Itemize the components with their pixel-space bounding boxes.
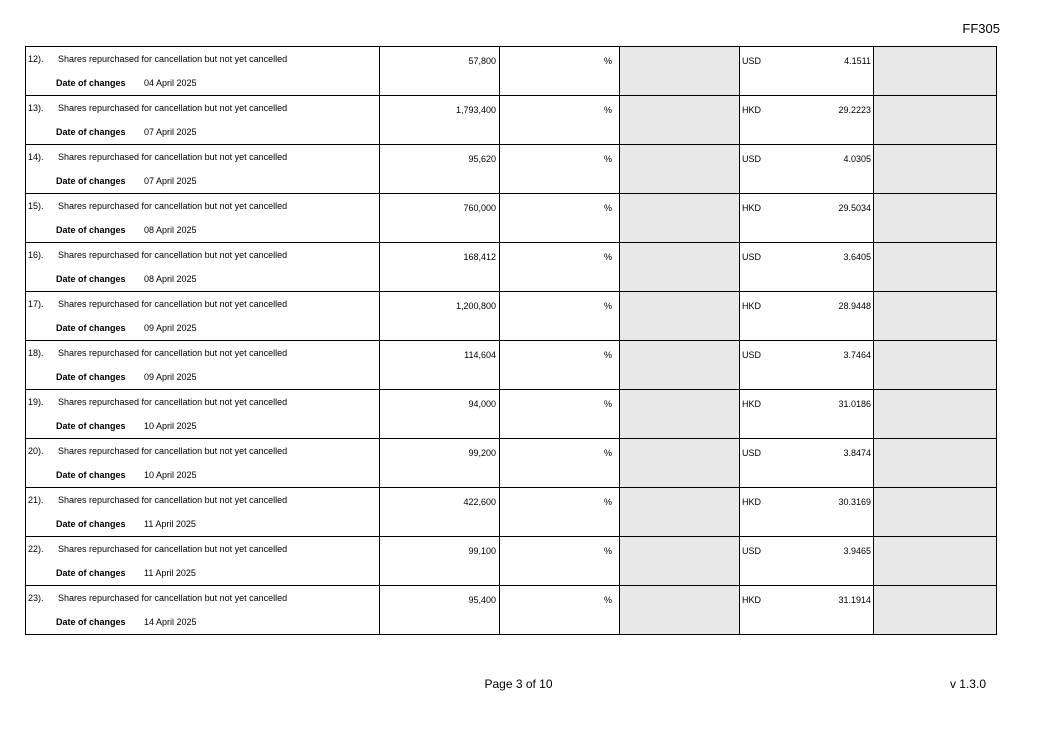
shaded-cell xyxy=(874,194,997,243)
percentage-cell xyxy=(500,537,620,586)
share-count: 95,400 xyxy=(468,595,496,605)
shaded-cell xyxy=(620,145,740,194)
percent-sign: % xyxy=(603,497,612,507)
share-count: 168,412 xyxy=(463,252,496,262)
share-count: 1,200,800 xyxy=(455,301,496,311)
share-count-cell xyxy=(380,439,500,488)
shaded-cell xyxy=(874,586,997,635)
shaded-cell xyxy=(874,341,997,390)
row-description: Shares repurchased for cancellation but not yet cancelled xyxy=(58,201,288,211)
description-cell xyxy=(26,341,380,390)
share-count-cell xyxy=(380,47,500,96)
share-count-cell xyxy=(380,145,500,194)
percent-sign: % xyxy=(603,448,612,458)
price-cell xyxy=(740,488,874,537)
row-description: Shares repurchased for cancellation but not yet cancelled xyxy=(58,544,288,554)
date-of-changes-label: Date of changes xyxy=(56,323,126,333)
price-cell xyxy=(740,292,874,341)
shaded-cell xyxy=(620,292,740,341)
price-cell xyxy=(740,537,874,586)
row-number: 20). xyxy=(28,446,44,456)
price-cell xyxy=(740,194,874,243)
date-of-changes-label: Date of changes xyxy=(56,617,126,627)
shaded-cell xyxy=(874,439,997,488)
shaded-cell xyxy=(874,145,997,194)
row-number: 23). xyxy=(28,593,44,603)
price-value: 3.8474 xyxy=(843,448,871,458)
currency-code: HKD xyxy=(742,301,762,311)
price-value: 28.9448 xyxy=(838,301,871,311)
row-number: 15). xyxy=(28,201,44,211)
price-value: 4.0305 xyxy=(843,154,871,164)
shaded-cell xyxy=(874,292,997,341)
row-description: Shares repurchased for cancellation but not yet cancelled xyxy=(58,348,288,358)
currency-code: USD xyxy=(742,350,762,360)
percent-sign: % xyxy=(603,154,612,164)
table-row xyxy=(26,439,997,488)
shaded-cell xyxy=(874,488,997,537)
date-of-changes-value: 08 April 2025 xyxy=(144,225,197,235)
date-of-changes-value: 11 April 2025 xyxy=(144,519,196,529)
description-cell xyxy=(26,243,380,292)
currency-code: USD xyxy=(742,154,762,164)
date-of-changes-value: 14 April 2025 xyxy=(144,617,197,627)
currency-code: HKD xyxy=(742,497,762,507)
description-cell xyxy=(26,586,380,635)
table-row xyxy=(26,537,997,586)
description-cell xyxy=(26,96,380,145)
price-value: 3.7464 xyxy=(843,350,871,360)
shaded-cell xyxy=(620,488,740,537)
page-number: Page 3 of 10 xyxy=(484,677,553,691)
date-of-changes-label: Date of changes xyxy=(56,372,126,382)
share-count: 99,100 xyxy=(468,546,496,556)
currency-code: HKD xyxy=(742,203,762,213)
share-count-cell xyxy=(380,390,500,439)
percent-sign: % xyxy=(603,350,612,360)
percent-sign: % xyxy=(603,56,612,66)
table-row xyxy=(26,586,997,635)
percent-sign: % xyxy=(603,252,612,262)
table-row xyxy=(26,341,997,390)
description-cell xyxy=(26,390,380,439)
row-description: Shares repurchased for cancellation but not yet cancelled xyxy=(58,152,288,162)
share-changes-table xyxy=(25,46,997,635)
share-count-cell xyxy=(380,586,500,635)
version-label: v 1.3.0 xyxy=(949,677,986,691)
percentage-cell xyxy=(500,488,620,537)
table-row xyxy=(26,488,997,537)
table-body xyxy=(26,47,997,635)
row-number: 14). xyxy=(28,152,44,162)
date-of-changes-value: 09 April 2025 xyxy=(144,372,197,382)
price-value: 30.3169 xyxy=(838,497,871,507)
price-cell xyxy=(740,390,874,439)
price-value: 31.1914 xyxy=(838,595,871,605)
date-of-changes-value: 10 April 2025 xyxy=(144,421,197,431)
share-count: 95,620 xyxy=(468,154,496,164)
percentage-cell xyxy=(500,194,620,243)
shaded-cell xyxy=(620,341,740,390)
date-of-changes-value: 11 April 2025 xyxy=(144,568,196,578)
table-row xyxy=(26,292,997,341)
percent-sign: % xyxy=(603,301,612,311)
shaded-cell xyxy=(620,194,740,243)
row-number: 12). xyxy=(28,54,44,64)
table-row xyxy=(26,390,997,439)
currency-code: HKD xyxy=(742,105,762,115)
shaded-cell xyxy=(620,390,740,439)
share-count: 760,000 xyxy=(463,203,496,213)
date-of-changes-value: 07 April 2025 xyxy=(144,127,197,137)
currency-code: HKD xyxy=(742,595,762,605)
share-count-cell xyxy=(380,537,500,586)
date-of-changes-label: Date of changes xyxy=(56,127,126,137)
row-description: Shares repurchased for cancellation but not yet cancelled xyxy=(58,54,288,64)
price-cell xyxy=(740,341,874,390)
row-number: 13). xyxy=(28,103,44,113)
shaded-cell xyxy=(874,96,997,145)
percent-sign: % xyxy=(603,595,612,605)
table-row xyxy=(26,194,997,243)
price-cell xyxy=(740,243,874,292)
share-count: 99,200 xyxy=(468,448,496,458)
table-row xyxy=(26,145,997,194)
share-count: 94,000 xyxy=(468,399,496,409)
shaded-cell xyxy=(620,96,740,145)
row-description: Shares repurchased for cancellation but not yet cancelled xyxy=(58,593,288,603)
description-cell xyxy=(26,537,380,586)
percentage-cell xyxy=(500,439,620,488)
percentage-cell xyxy=(500,586,620,635)
row-description: Shares repurchased for cancellation but not yet cancelled xyxy=(58,299,288,309)
description-cell xyxy=(26,47,380,96)
description-cell xyxy=(26,145,380,194)
currency-code: USD xyxy=(742,252,762,262)
date-of-changes-value: 07 April 2025 xyxy=(144,176,197,186)
date-of-changes-label: Date of changes xyxy=(56,225,126,235)
row-number: 21). xyxy=(28,495,44,505)
row-number: 22). xyxy=(28,544,44,554)
description-cell xyxy=(26,488,380,537)
date-of-changes-label: Date of changes xyxy=(56,470,126,480)
currency-code: USD xyxy=(742,56,762,66)
date-of-changes-label: Date of changes xyxy=(56,78,126,88)
shaded-cell xyxy=(620,439,740,488)
row-description: Shares repurchased for cancellation but not yet cancelled xyxy=(58,103,288,113)
row-number: 19). xyxy=(28,397,44,407)
share-count: 1,793,400 xyxy=(455,105,496,115)
percent-sign: % xyxy=(603,399,612,409)
date-of-changes-value: 10 April 2025 xyxy=(144,470,197,480)
share-count-cell xyxy=(380,194,500,243)
date-of-changes-value: 04 April 2025 xyxy=(144,78,197,88)
row-number: 18). xyxy=(28,348,44,358)
date-of-changes-value: 09 April 2025 xyxy=(144,323,197,333)
shaded-cell xyxy=(620,586,740,635)
currency-code: USD xyxy=(742,546,762,556)
price-cell xyxy=(740,47,874,96)
share-count: 57,800 xyxy=(468,56,496,66)
row-description: Shares repurchased for cancellation but not yet cancelled xyxy=(58,446,288,456)
description-cell xyxy=(26,292,380,341)
price-value: 3.9465 xyxy=(843,546,871,556)
price-cell xyxy=(740,96,874,145)
form-code: FF305 xyxy=(962,21,1000,36)
price-cell xyxy=(740,145,874,194)
price-value: 29.5034 xyxy=(838,203,871,213)
price-cell xyxy=(740,586,874,635)
shaded-cell xyxy=(874,47,997,96)
row-number: 16). xyxy=(28,250,44,260)
shaded-cell xyxy=(874,390,997,439)
table-row xyxy=(26,96,997,145)
row-number: 17). xyxy=(28,299,44,309)
percentage-cell xyxy=(500,243,620,292)
percentage-cell xyxy=(500,390,620,439)
currency-code: HKD xyxy=(742,399,762,409)
share-count-cell xyxy=(380,488,500,537)
shaded-cell xyxy=(874,243,997,292)
share-count-cell xyxy=(380,292,500,341)
percentage-cell xyxy=(500,341,620,390)
date-of-changes-label: Date of changes xyxy=(56,568,126,578)
description-cell xyxy=(26,439,380,488)
percentage-cell xyxy=(500,145,620,194)
description-cell xyxy=(26,194,380,243)
shaded-cell xyxy=(620,243,740,292)
date-of-changes-label: Date of changes xyxy=(56,519,126,529)
date-of-changes-label: Date of changes xyxy=(56,421,126,431)
shaded-cell xyxy=(620,47,740,96)
share-count: 422,600 xyxy=(463,497,496,507)
table-row xyxy=(26,243,997,292)
percent-sign: % xyxy=(603,203,612,213)
price-value: 4.1511 xyxy=(844,56,871,66)
share-count-cell xyxy=(380,341,500,390)
price-value: 31.0186 xyxy=(838,399,871,409)
share-count: 114,604 xyxy=(464,350,496,360)
shaded-cell xyxy=(874,537,997,586)
currency-code: USD xyxy=(742,448,762,458)
price-cell xyxy=(740,439,874,488)
percentage-cell xyxy=(500,47,620,96)
share-count-cell xyxy=(380,243,500,292)
percentage-cell xyxy=(500,292,620,341)
row-description: Shares repurchased for cancellation but not yet cancelled xyxy=(58,495,288,505)
percentage-cell xyxy=(500,96,620,145)
date-of-changes-value: 08 April 2025 xyxy=(144,274,197,284)
row-description: Shares repurchased for cancellation but not yet cancelled xyxy=(58,397,288,407)
percent-sign: % xyxy=(603,546,612,556)
date-of-changes-label: Date of changes xyxy=(56,176,126,186)
percent-sign: % xyxy=(603,105,612,115)
date-of-changes-label: Date of changes xyxy=(56,274,126,284)
price-value: 3.6405 xyxy=(843,252,871,262)
price-value: 29.2223 xyxy=(838,105,871,115)
row-description: Shares repurchased for cancellation but not yet cancelled xyxy=(58,250,288,260)
shaded-cell xyxy=(620,537,740,586)
table-row xyxy=(26,47,997,96)
share-count-cell xyxy=(380,96,500,145)
